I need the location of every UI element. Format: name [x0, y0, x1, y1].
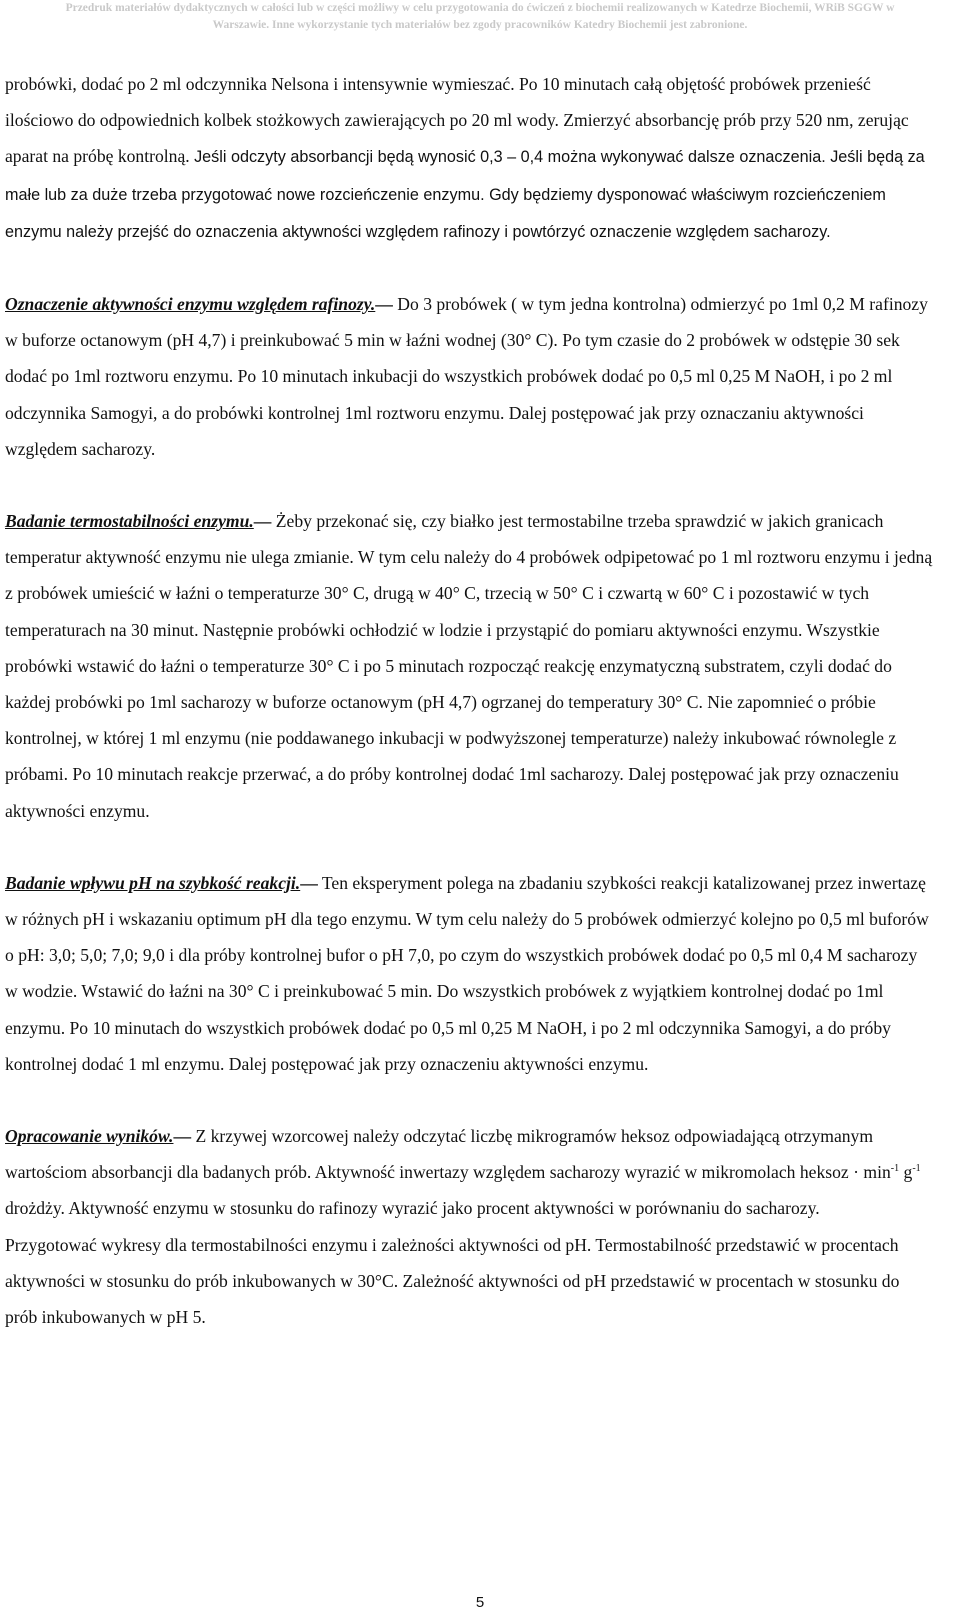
section-raffinose: [5, 286, 933, 467]
section-thermostability: [5, 503, 933, 829]
document-body: [5, 66, 933, 1335]
section-heading-ph: Badanie wpływu pH na szybkość reakcji.: [5, 872, 301, 893]
exponent-gram: -1: [912, 1163, 921, 1175]
section-body-thermostability: Żeby przekonać się, czy białko jest termostabilne trzeba sprawdzić w jakich granicach temperatur aktywność enzymu nie ulega zmianie. W tym celu należy do 4 probówek odpipetować po 1 ml roztworu enzymu i jedną z probówek umieścić w łaźni o temperaturze 30° C, drugą w 40° C, trzecią w 50° C i czwartą w 60° C i pozostawić w tych temperaturach na 30 minut. Następnie probówki ochłodzić w lodzie i przystąpić do pomiaru aktywności enzymu. Wszystkie probówki wstawić do łaźni o temperaturze 30° C i po 5 minutach rozpocząć reakcję enzymatyczną substratem, czyli dodać do każdej probówki po 1ml sacharozy w buforze octanowym (pH 4,7) ogrzanej do temperatury 30° C. Nie zapomnieć o próbie kontrolnej, w której 1 ml enzymu (nie poddawanego inkubacji w podwyższonej temperaturze) należy inkubować równolegle z próbami. Po 10 minutach reakcje przerwać, a do próby kontrolnej dodać 1ml sacharozy. Dalej postępować jak przy oznaczeniu aktywności enzymu.: [5, 511, 933, 821]
heading-dash: —: [173, 1126, 192, 1147]
section-results: [5, 1118, 933, 1227]
exponent-min: -1: [890, 1163, 900, 1175]
section-body-raffinose: Do 3 probówek ( w tym jedna kontrolna) odmierzyć po 1ml 0,2 M rafinozy w buforze octanowym (pH 4,7) i preinkubować 5 min w łaźni wodnej (30° C). Po tym czasie do 2 probówek w odstępie 30 sek dodać po 1ml roztworu enzymu. Po 10 minutach inkubacji do wszystkich probówek dodać po 0,5 ml 0,25 M NaOH, i po 2 ml odczynnika Samogyi, a do probówki kontrolnej 1ml roztworu enzymu. Dalej postępować jak przy oznaczaniu aktywności względem sacharozy.: [5, 294, 928, 459]
section-body-results-1: Z krzywej wzorcowej należy odczytać liczbę mikrogramów heksoz odpowiadającą otrzymanym wartościom absorbancji dla badanych prób. Aktywność inwertazy względem sacharozy wyrazić w mikromolach heksoz · min: [5, 1126, 891, 1183]
paragraph-gap: [5, 829, 933, 865]
paragraph-gap: [5, 467, 933, 503]
paragraph-gap: [5, 1082, 933, 1118]
section-body-ph: Ten eksperyment polega na zbadaniu szybkości reakcji katalizowanej przez inwertazę w różnych pH i wskazaniu optimum pH dla tego enzymu. W tym celu należy do 5 probówek odmierzyć kolejno po 0,5 ml buforów o pH: 3,0; 5,0; 7,0; 9,0 i dla próby kontrolnej bufor o pH 7,0, po czym do wszystkich probówek dodać po 0,5 ml 0,4 M sacharozy w wodzie. Wstawić do łaźni na 30° C i preinkubować 5 min. Do wszystkich probówek z wyjątkiem kontrolnej dodać po 1ml enzymu. Po 10 minutach do wszystkich probówek dodać po 0,5 ml 0,25 M NaOH, i po 2 ml odczynnika Samogyi, a do próby kontrolnej dodać 1 ml enzymu. Dalej postępować jak przy oznaczeniu aktywności enzymu.: [5, 872, 929, 1074]
section-heading-raffinose: Oznaczenie aktywności enzymu względem rafinozy.: [5, 294, 376, 315]
results-paragraph-2: Przygotować wykresy dla termostabilności enzymu i zależności aktywności od pH. Termostabilność przedstawić w procentach aktywności w stosunku do prób inkubowanych w 30°C. Zależność aktywności od pH przedstawić w procentach w stosunku do prób inkubowanych w pH 5.: [5, 1234, 900, 1328]
unit-gram: g: [899, 1162, 913, 1183]
watermark-line-1: Przedruk materiałów dydaktycznych w całości lub w części możliwy w celu przygotowania do ćwiczeń z biochemii realizowanych w Katedrze Biochemii, WRiB SGGW w: [65, 2, 895, 14]
section-heading-results: Opracowanie wyników.: [5, 1126, 174, 1147]
watermark-line-2: Warszawie. Inne wykorzystanie tych materiałów bez zgody pracowników Katedry Biochemii jest zabronione.: [212, 19, 748, 31]
paragraph-gap: [5, 250, 933, 286]
heading-dash: —: [375, 294, 393, 315]
heading-dash: —: [253, 511, 272, 532]
copyright-watermark: [0, 0, 960, 34]
section-body-results-2: drożdży. Aktywność enzymu w stosunku do rafinozy wyrazić jako procent aktywności w porównaniu do sacharozy.: [5, 1198, 820, 1219]
heading-dash: —: [300, 872, 318, 893]
intro-paragraph: [5, 66, 933, 250]
page-number: 5: [475, 1594, 485, 1611]
intro-text: probówki, dodać po 2 ml odczynnika Nelsona i intensywnie wymieszać. Po 10 minutach całą objętość probówek przenieść ilościowo do odpowiednich kolbek stożkowych zawierających po 20 ml wody. Zmierzyć absorbancję prób przy 520 nm, zerując aparat na próbę kontrolną.: [5, 74, 909, 167]
section-heading-thermostability: Badanie termostabilności enzymu.: [5, 511, 254, 532]
section-ph: [5, 865, 933, 1082]
intro-sans-text: Jeśli odczyty absorbancji będą wynosić 0,3 – 0,4 można wykonywać dalsze oznaczenia. Jeśli będą za małe lub za duże trzeba przygotować nowe rozcieńczenie enzymu. Gdy będziemy dysponować właściwym rozcieńczeniem enzymu należy przejść do oznaczenia aktywności względem rafinozy i powtórzyć oznaczenie względem sacharozy.: [5, 148, 925, 241]
